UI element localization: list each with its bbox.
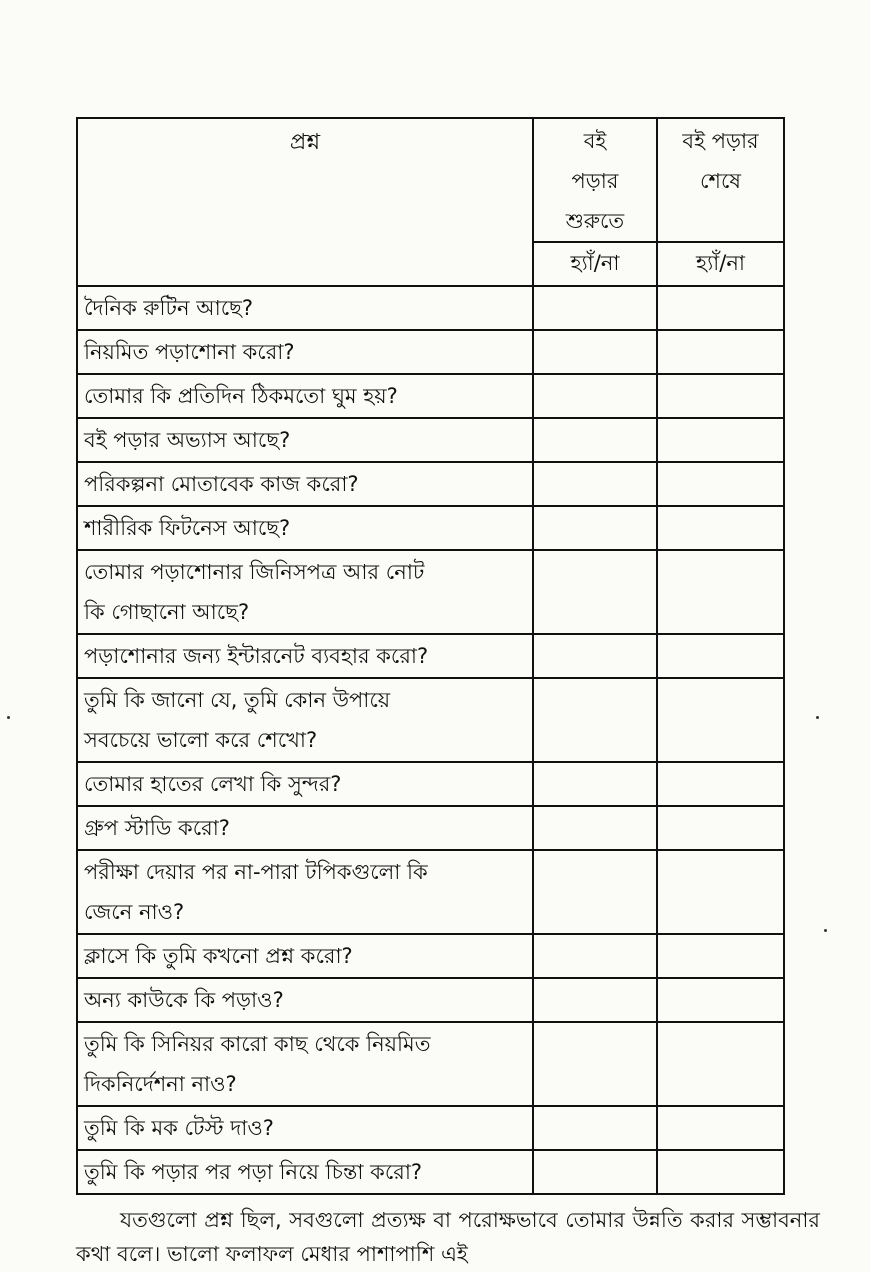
answer-before-cell[interactable]	[533, 978, 657, 1022]
scan-speck	[7, 716, 10, 719]
question-text: তুমি কি পড়ার পর পড়া নিয়ে চিন্তা করো?	[84, 1160, 423, 1184]
table-row	[77, 762, 784, 806]
answer-before-cell[interactable]	[533, 374, 657, 418]
answer-before-cell[interactable]	[533, 506, 657, 550]
question-text: বই পড়ার অভ্যাস আছে?	[84, 428, 291, 452]
footer-paragraph: যতগুলো প্রশ্ন ছিল, সবগুলো প্রত্যক্ষ বা পরোক্ষভাবে তোমার উন্নতি করার সম্ভাবনার কথা বলে। ভালো ফলাফল মেধার পাশাপাশি এই	[76, 1208, 820, 1266]
question-text: ক্লাসে কি তুমি কখনো প্রশ্ন করো?	[84, 944, 353, 968]
table-row	[77, 1022, 784, 1106]
question-cell	[77, 1150, 533, 1194]
header-after-line: বই পড়ার	[682, 129, 759, 153]
table-row	[77, 634, 784, 678]
question-cell	[77, 806, 533, 850]
table-row	[77, 550, 784, 634]
question-text: দৈনিক রুটিন আছে?	[84, 296, 254, 320]
answer-before-cell[interactable]	[533, 934, 657, 978]
answer-after-cell[interactable]	[657, 850, 784, 934]
answer-after-cell[interactable]	[657, 634, 784, 678]
table-row	[77, 806, 784, 850]
question-text: সবচেয়ে ভালো করে শেখো?	[84, 728, 318, 752]
question-text: তোমার পড়াশোনার জিনিসপত্র আর নোট	[84, 560, 425, 584]
answer-before-cell[interactable]	[533, 550, 657, 634]
question-text: পড়াশোনার জন্য ইন্টারনেট ব্যবহার করো?	[84, 644, 429, 668]
question-text: নিয়মিত পড়াশোনা করো?	[84, 340, 295, 364]
question-cell	[77, 678, 533, 762]
answer-after-cell[interactable]	[657, 762, 784, 806]
question-text: তুমি কি সিনিয়র কারো কাছ থেকে নিয়মিত	[84, 1032, 431, 1056]
question-cell	[77, 978, 533, 1022]
answer-before-cell[interactable]	[533, 1022, 657, 1106]
question-cell	[77, 330, 533, 374]
table-row	[77, 330, 784, 374]
header-before-line: শুরুতে	[565, 209, 625, 233]
question-text: কি গোছানো আছে?	[84, 600, 250, 624]
answer-after-cell[interactable]	[657, 934, 784, 978]
question-cell	[77, 762, 533, 806]
table-row	[77, 850, 784, 934]
answer-after-cell[interactable]	[657, 1022, 784, 1106]
table-row	[77, 1106, 784, 1150]
table-row	[77, 678, 784, 762]
answer-after-cell[interactable]	[657, 330, 784, 374]
question-cell	[77, 374, 533, 418]
answer-after-cell[interactable]	[657, 462, 784, 506]
question-text: শারীরিক ফিটনেস আছে?	[84, 516, 291, 540]
scan-speck	[816, 716, 819, 719]
answer-before-cell[interactable]	[533, 1150, 657, 1194]
answer-after-cell[interactable]	[657, 374, 784, 418]
question-text: পরীক্ষা দেয়ার পর না-পারা টপিকগুলো কি	[84, 860, 428, 884]
answer-after-cell[interactable]	[657, 1150, 784, 1194]
question-cell	[77, 506, 533, 550]
question-text: পরিকল্পনা মোতাবেক কাজ করো?	[84, 472, 359, 496]
answer-before-cell[interactable]	[533, 634, 657, 678]
question-text: দিকনির্দেশনা নাও?	[84, 1072, 237, 1096]
answer-before-cell[interactable]	[533, 330, 657, 374]
question-text: জেনে নাও?	[84, 900, 185, 924]
question-text: তুমি কি মক টেস্ট দাও?	[84, 1116, 274, 1140]
table-row	[77, 286, 784, 330]
answer-before-cell[interactable]	[533, 286, 657, 330]
answer-after-cell[interactable]	[657, 978, 784, 1022]
question-cell	[77, 550, 533, 634]
header-yes-no-after: হ্যাঁ/না	[657, 242, 784, 286]
header-before-line: পড়ার	[571, 169, 619, 193]
answer-after-cell[interactable]	[657, 806, 784, 850]
answer-after-cell[interactable]	[657, 550, 784, 634]
table-row	[77, 978, 784, 1022]
question-text: অন্য কাউকে কি পড়াও?	[84, 988, 284, 1012]
table-row	[77, 506, 784, 550]
question-text: তোমার কি প্রতিদিন ঠিকমতো ঘুম হয়?	[84, 384, 398, 408]
question-text: তোমার হাতের লেখা কি সুন্দর?	[84, 772, 342, 796]
question-text: গ্রুপ স্টাডি করো?	[84, 816, 230, 840]
answer-before-cell[interactable]	[533, 678, 657, 762]
question-text: তুমি কি জানো যে, তুমি কোন উপায়ে	[84, 688, 391, 712]
answer-after-cell[interactable]	[657, 506, 784, 550]
table-row	[77, 374, 784, 418]
header-question: প্রশ্ন	[77, 118, 533, 286]
question-cell	[77, 634, 533, 678]
answer-before-cell[interactable]	[533, 762, 657, 806]
question-cell	[77, 418, 533, 462]
table-row	[77, 1150, 784, 1194]
answer-after-cell[interactable]	[657, 418, 784, 462]
checklist-table	[76, 117, 785, 1195]
answer-before-cell[interactable]	[533, 806, 657, 850]
answer-after-cell[interactable]	[657, 286, 784, 330]
table-row	[77, 462, 784, 506]
answer-before-cell[interactable]	[533, 418, 657, 462]
table-row	[77, 934, 784, 978]
header-before-line: বই	[583, 129, 607, 153]
question-cell	[77, 462, 533, 506]
question-cell	[77, 934, 533, 978]
question-cell	[77, 850, 533, 934]
answer-before-cell[interactable]	[533, 850, 657, 934]
table-row	[77, 418, 784, 462]
header-before	[533, 118, 657, 242]
answer-after-cell[interactable]	[657, 678, 784, 762]
header-yes-no-before: হ্যাঁ/না	[533, 242, 657, 286]
scan-speck	[824, 929, 827, 932]
answer-before-cell[interactable]	[533, 1106, 657, 1150]
answer-after-cell[interactable]	[657, 1106, 784, 1150]
question-cell	[77, 286, 533, 330]
header-after	[657, 118, 784, 242]
question-cell	[77, 1106, 533, 1150]
answer-before-cell[interactable]	[533, 462, 657, 506]
header-after-line: শেষে	[700, 169, 741, 193]
question-cell	[77, 1022, 533, 1106]
